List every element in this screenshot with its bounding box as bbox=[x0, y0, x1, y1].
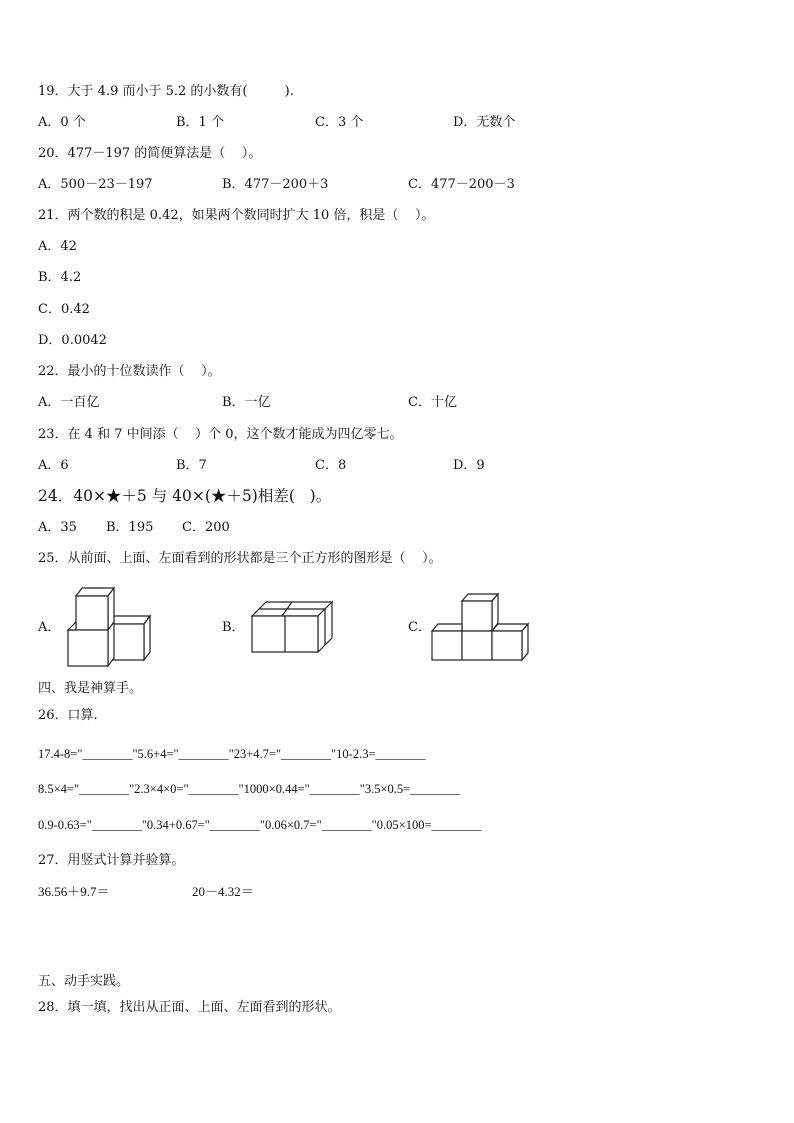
question-24-stem: 24．40×★＋5 与 40×(★＋5)相差( )。 bbox=[38, 487, 332, 505]
cube-stack-b-icon bbox=[250, 600, 336, 656]
q19-option-d: D．无数个 bbox=[453, 115, 516, 130]
q27-item-1: 36.56＋9.7＝ bbox=[38, 884, 110, 899]
question-27-stem: 27．用竖式计算并验算。 bbox=[38, 853, 185, 868]
q25-option-a: A． bbox=[38, 620, 61, 635]
q21-option-d: D．0.0042 bbox=[38, 333, 107, 348]
q19-option-b: B．1 个 bbox=[176, 115, 224, 130]
q20-option-b: B．477－200＋3 bbox=[222, 177, 329, 192]
q26-row-3: 0.9-0.63="________"0.34+0.67="________"0.06×0.7="________"0.05×100=________ bbox=[38, 818, 482, 832]
q19-option-a: A．0 个 bbox=[38, 115, 86, 130]
q23-option-b: B．7 bbox=[176, 458, 207, 473]
q26-row-1: 17.4-8="________"5.6+4="________"23+4.7="________"10-2.3=________ bbox=[38, 747, 426, 761]
section-4-heading: 四、我是神算手。 bbox=[38, 681, 143, 696]
q23-option-a: A．6 bbox=[38, 458, 69, 473]
q24-option-a: A．35 bbox=[38, 520, 77, 535]
q24-option-b: B．195 bbox=[106, 520, 154, 535]
q26-row-2: 8.5×4="________"2.3×4×0="________"1000×0.44="________"3.5×0.5=________ bbox=[38, 782, 461, 796]
question-26-stem: 26．口算. bbox=[38, 708, 98, 723]
q25-option-b: B． bbox=[222, 620, 245, 635]
question-22-stem: 22．最小的十位数读作（ ）。 bbox=[38, 364, 221, 379]
question-23-stem: 23．在 4 和 7 中间添（ ）个 0，这个数才能成为四亿零七。 bbox=[38, 427, 403, 442]
cube-stack-c-icon bbox=[430, 591, 530, 663]
question-20-stem: 20．477－197 的简便算法是（ ）。 bbox=[38, 146, 262, 161]
q20-option-a: A．500－23－197 bbox=[38, 177, 153, 192]
q25-option-c: C． bbox=[408, 620, 431, 635]
q24-option-c: C．200 bbox=[182, 520, 230, 535]
q22-option-a: A．一百亿 bbox=[38, 395, 100, 410]
q27-item-2: 20－4.32＝ bbox=[192, 884, 254, 899]
question-19-stem: 19．大于 4.9 而小于 5.2 的小数有( ). bbox=[38, 84, 294, 99]
q22-option-c: C．十亿 bbox=[408, 395, 457, 410]
cube-stack-a-icon bbox=[64, 586, 154, 670]
question-28-stem: 28．填一填，找出从正面、上面、左面看到的形状。 bbox=[38, 1000, 341, 1015]
q21-option-a: A．42 bbox=[38, 239, 77, 254]
q23-option-c: C．8 bbox=[315, 458, 347, 473]
section-5-heading: 五、动手实践。 bbox=[38, 974, 130, 989]
q21-option-b: B．4.2 bbox=[38, 270, 82, 285]
question-21-stem: 21．两个数的积是 0.42，如果两个数同时扩大 10 倍，积是（ ）。 bbox=[38, 208, 435, 223]
q20-option-c: C．477－200－3 bbox=[408, 177, 515, 192]
q23-option-d: D．9 bbox=[453, 458, 485, 473]
question-25-stem: 25．从前面、上面、左面看到的形状都是三个正方形的图形是（ ）。 bbox=[38, 551, 442, 566]
q22-option-b: B．一亿 bbox=[222, 395, 271, 410]
q19-option-c: C．3 个 bbox=[315, 115, 364, 130]
q21-option-c: C．0.42 bbox=[38, 302, 90, 317]
